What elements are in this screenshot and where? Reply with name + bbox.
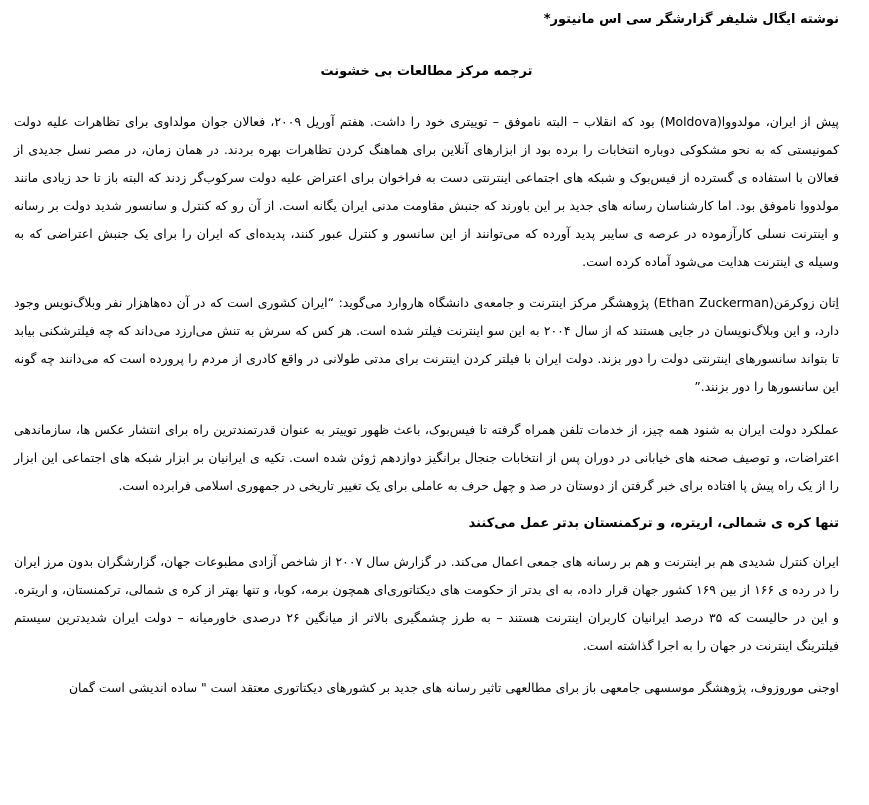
paragraph-moldova: پیش از ایران، مولدووا(Moldova) بود که انقلاب – البته ناموفق – توییتری خود را داشت. هفتم آوریل ۲۰۰۹، فعالان جوان مولداوی برای تظاهرات علیه دولت کمونیستی که به نحو مشکوکی دوباره انتخابات را برده بود از ابزارهای آنلاین برای هماهنگ کردن تظاهرات بهره بردند. در همان زمان، در مصر نسل جدیدی از فعالان با استفاده ی گسترده از فیس‌بوک و شبکه های اجتماعی اینترنتی دست به فراخوان برای اعتراض علیه دولت سرکوب‌گر زدند که البته باز تا حد زیادی مانند مولدووا ناموفق بود. اما کارشناسان رسانه های جدید بر این باورند که جنبش مقاومت مدنی ایران یگانه است. از آن رو که کنترل و سانسور شدید دولت بر رسانه و اینترنت نسلی کارآزموده در عرصه ی سایبر پدید آورده که می‌توانند از این سانسور و کنترل عبور کنند، پدیده‌ای که ایران را برای یک جنبش اعتراضی که به وسیله ی اینترنت هدایت می‌شود آماده کرده است. bbox=[14, 114, 839, 269]
article-byline: نوشته ایگال شلیفر گزارشگر سی اس مانیتور* bbox=[543, 12, 839, 27]
section-heading: تنها کره ی شمالی، اریتره، و ترکمنستان بدتر عمل می‌کنند bbox=[468, 516, 839, 531]
article bbox=[0, 10, 869, 702]
paragraph-press-freedom: ایران کنترل شدیدی هم بر اینترنت و هم بر رسانه های جمعی اعمال می‌کند. در گزارش سال ۲۰۰۷ از شاخص آزادی مطبوعات جهان، گزارشگران بدون مرز ایران را در رده ی ۱۶۶ از بین ۱۶۹ کشور جهان قرار داده،‌ به ای بدتر از حکومت های دیکتاتوری‌ای همچون برمه، کوبا، و تنها بهتر از کره ی شمالی، ترکمنستان، و اریتره. و این در حالیست که ۳۵ درصد ایرانیان کاربران اینترنت هستند – به طرز چشمگیری بالاتر از میانگین ۲۶ درصدی خاورمیانه – دولت ایران شدیدترین سیستم فیلترینگ اینترنت در جهان را به اجرا گذاشته است. bbox=[14, 554, 839, 653]
paragraph-morozov: اوجنی موروزوف، پژوهشگر موسسهی جامعهی باز برای مطالعهی تاثیر رسانه های جدید بر کشورهای دیکتاتوری معتقد است " ساده اندیشی است گمان bbox=[68, 680, 839, 695]
paragraph-zuckerman-quote: اِتان زوکرمَن(Ethan Zuckerman) پژوهشگر مرکز اینترنت و جامعه‌ی دانشگاه هاروارد می‌گوید: “ایران کشوری است که در آن ده‌ها‌هزار نفر وبلاگ‌نویس وجود دارد، و این وبلاگ‌نویسان در جایی هستند که از سال ۲۰۰۴ به این سو اینترنت فیلتر شده است. هر کس که سرش به تنش می‌ارزد می‌داند که چه فیلترشکنی بیابد تا بتواند سانسورهای اینترنتی دولت را دور بزند. دولت ایران با فیلتر کردن اینترنت برای مدتی طولانی در واقع کادری از مردم را پرورده است که می‌دانند چه گونه این سانسورها را دور بزنند.” bbox=[14, 295, 839, 394]
translator-credit: ترجمه مرکز مطالعات بی خشونت bbox=[320, 64, 533, 79]
paragraph-twitter-role: عملکرد دولت ایران به شنود همه چیز، از خدمات تلفن همراه گرفته تا فیس‌بوک، باعث ظهور توییتر به عنوان قدرتمندترین راه برای انتشار عکس ها، سازماندهی اعتراضات، و توصیف صحنه های خیابانی در دوران پس از انتخابات جنجال برانگیز دوازدهم ژوئن شده است. تکیه ی ایرانیان بر ابزار شبکه های اجتماعی این ابزار را از یک راه پیش پا افتاده برای خبر گرفتن از دوستان در صد و چهل حرف به عاملی برای یک تغییر تاریخی در جمهوری اسلامی فرابرده است. bbox=[14, 422, 839, 493]
